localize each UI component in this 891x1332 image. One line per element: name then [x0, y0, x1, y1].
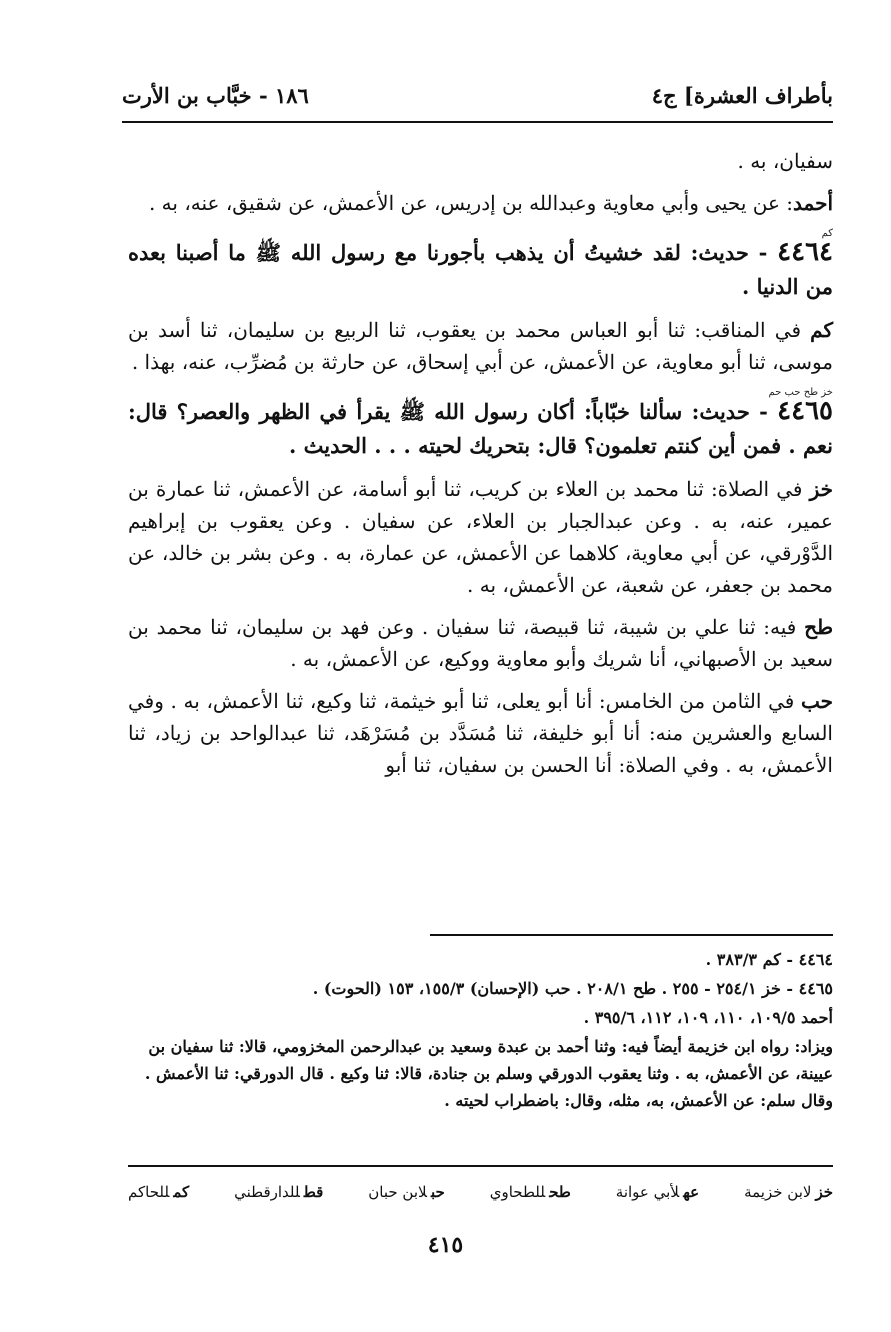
footnote-addition: ويزاد: رواه ابن خزيمة أيضاً فيه: وثنا أحمد بن عبدة وسعيد بن عبدالرحمن المخزومي، قالا: ثنا سفيان بن عيينة، عن الأعمش، به . وثنا يعقوب الدورقي وسلم بن جنادة، قالا: ثنا وكيع . قال الدورقي: ثنا الأعمش . وقال سلم: عن الأعمش، به، مثله، وقال: باضطراب لحيته .	[144, 1037, 833, 1110]
legend-item: قطللدارقطني	[234, 1183, 324, 1201]
page-number: ٤١٥	[427, 1232, 464, 1258]
legend-item: خزلابن خزيمة	[744, 1183, 833, 1201]
source-sigla: كم	[821, 228, 833, 239]
source-code: طح	[804, 615, 833, 639]
paragraph-text: في الثامن من الخامس: أنا أبو يعلى، ثنا أبو خيثمة، ثنا وكيع، ثنا الأعمش، به . وفي السابع والعشرين منه: أنا أبو خليفة، ثنا مُسَدَّد بن مُسَرْهَد، ثنا عبدالواحد بن زياد، ثنا الأعمش، به . وفي الصلاة: أنا الحسن بن سفيان، ثنا أبو	[128, 689, 833, 777]
legend-item: كمللحاكم	[128, 1183, 190, 1201]
paragraph-hibb	[128, 685, 833, 781]
legend-item: طحللطحاوي	[489, 1183, 571, 1201]
hadith-text: - حديث: لقد خشيتُ أن يذهب بأجورنا مع رسول الله ﷺ ما أصبنا بعده من الدنيا .	[128, 240, 833, 299]
running-header	[122, 68, 833, 108]
header-book-title: بأطراف العشرة] ج٤	[651, 83, 833, 108]
hadith-number: ٤٤٦٤	[777, 237, 833, 267]
abbreviation-legend	[128, 1180, 833, 1204]
paragraph-text: فيه: ثنا علي بن شيبة، ثنا قبيصة، ثنا سفيان . وعن فهد بن سليمان، ثنا محمد بن سعيد بن الأصبهاني، أنا شريك وأبو معاوية ووكيع، عن الأعمش، به .	[128, 615, 833, 671]
source-sigla: خز طح حب حم	[768, 387, 833, 398]
source-code: حب	[800, 689, 833, 713]
footnotes	[128, 946, 833, 1116]
paragraph-text: في الصلاة: ثنا محمد بن العلاء بن كريب، ثنا أبو أسامة، عن الأعمش، ثنا عمارة بن عمير، عنه، به . وعن عبدالجبار بن العلاء، عن سفيان . وعن يعقوب بن إبراهيم الدَّوْرقي، عن أبي معاوية، كلاهما عن الأعمش، عن عمارة، به . وعن بشر بن خالد، عن محمد بن جعفر، عن شعبة، عن الأعمش، به .	[128, 477, 833, 597]
hadith-text: - حديث: سألنا خبّاباً: أكان رسول الله ﷺ يقرأ في الظهر والعصر؟ قال: نعم . فمن أين كنتم تعلمون؟ قال: بتحريك لحيته . . . الحديث .	[128, 399, 833, 458]
legend-divider	[128, 1165, 833, 1167]
paragraph-ahmad	[128, 187, 833, 219]
hadith-number: ٤٤٦٥	[777, 396, 833, 426]
footnote-ahmad: أحمد ١٠٩/٥، ١١٠، ١٠٩، ١١٢، ٣٩٥/٦ .	[583, 1008, 833, 1027]
paragraph-khuz	[128, 473, 833, 601]
header-divider	[122, 121, 833, 123]
footnote-divider	[430, 934, 833, 936]
footnote-4465: ٤٤٦٥ - خز ٢٥٤/١ - ٢٥٥ . طح ٢٠٨/١ . حب (الإحسان) ١٥٥/٣، ١٥٣ (الحوت) .	[312, 979, 833, 998]
header-section-title: ١٨٦ - خبَّاب بن الأرت	[122, 83, 309, 108]
paragraph-kam	[128, 314, 833, 378]
footnote-4464: ٤٤٦٤ - كم ٣٨٣/٣ .	[705, 950, 833, 969]
main-text	[128, 145, 833, 791]
paragraph-text: : عن يحيى وأبي معاوية وعبدالله بن إدريس، عن الأعمش، عن شقيق، عنه، به .	[148, 191, 794, 215]
paragraph-text: في المناقب: ثنا أبو العباس محمد بن يعقوب، ثنا الربيع بن سليمان، ثنا أسد بن موسى، ثنا أبو معاوية، عن الأعمش، عن أبي إسحاق، عن حارثة بن مُضرِّب، عنه، بهذا .	[128, 318, 833, 374]
source-code: كم	[810, 318, 833, 342]
hadith-4464	[128, 229, 833, 304]
paragraph-continuation: سفيان، به .	[737, 149, 833, 173]
paragraph-tah	[128, 611, 833, 675]
legend-item: حبلابن حبان	[368, 1183, 445, 1201]
legend-item: عهلأبي عوانة	[615, 1183, 700, 1201]
source-code: أحمد	[793, 191, 833, 215]
source-code: خز	[809, 477, 833, 501]
hadith-4465	[128, 388, 833, 463]
